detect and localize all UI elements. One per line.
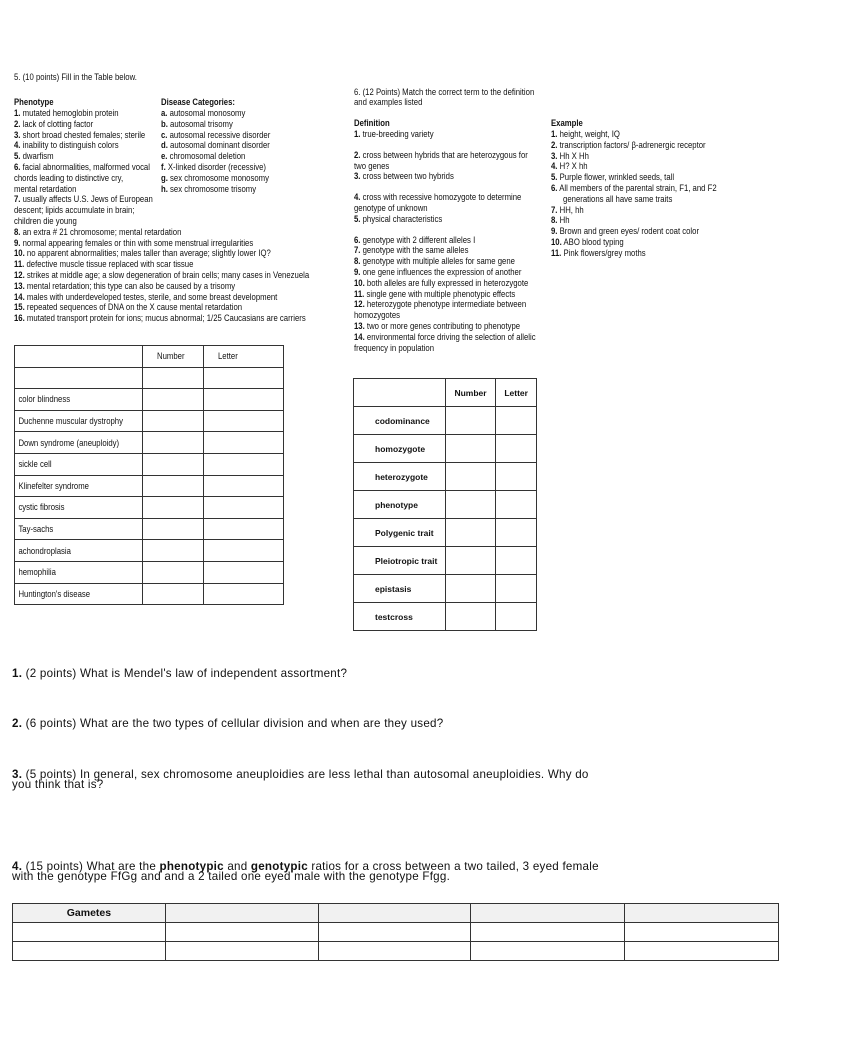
question-2: 2. (6 points) What are the two types of cellular division and when are they used?: [12, 717, 444, 730]
term-row: [354, 575, 537, 603]
term-row: [354, 547, 537, 575]
definition-item: 13. two or more genes contributing to phenotype: [354, 320, 521, 331]
term-number-cell[interactable]: [445, 547, 496, 575]
phenotype-item: 14. males with underdeveloped testes, sterile, and some breast development: [14, 291, 278, 302]
definition-item: 14. environmental force driving the selection of allelic: [354, 331, 536, 342]
example-item: 6. All members of the parental strain, F1, and F2: [551, 182, 717, 193]
term-name: heterozygote: [354, 463, 446, 491]
phenotype-item: 5. dwarfism: [14, 151, 54, 162]
definition-item: 10. both alleles are fully expressed in heterozygote: [354, 277, 529, 288]
phenotype-item: 7. usually affects U.S. Jews of European: [14, 194, 153, 205]
term-letter-cell[interactable]: [496, 491, 537, 519]
q6-heading-line2: and examples listed: [354, 97, 423, 107]
disease-table-header-number: Number: [142, 346, 203, 368]
category-item: e. chromosomal deletion: [161, 151, 246, 162]
term-name: codominance: [354, 407, 446, 435]
disease-number-cell[interactable]: [142, 432, 203, 454]
gametes-row: [13, 942, 779, 961]
disease-number-cell[interactable]: [142, 453, 203, 475]
example-item: 1. height, weight, IQ: [551, 129, 620, 139]
disease-name: achondroplasia: [15, 540, 143, 562]
disease-row: [15, 497, 284, 519]
phenotype-item: 11. defective muscle tissue replaced with scar tissue: [14, 259, 194, 270]
term-table: [353, 378, 537, 631]
disease-row: [15, 583, 284, 605]
disease-number-cell[interactable]: [142, 540, 203, 562]
disease-letter-cell[interactable]: [203, 497, 283, 519]
term-row: [354, 491, 537, 519]
gametes-cell[interactable]: [625, 904, 779, 923]
gametes-cell[interactable]: [318, 942, 471, 961]
disease-name: Huntington's disease: [15, 583, 143, 605]
term-number-cell[interactable]: [445, 603, 496, 631]
definition-header: Definition: [354, 118, 390, 128]
category-item: h. sex chromosome trisomy: [161, 183, 257, 194]
phenotype-item: 3. short broad chested females; sterile: [14, 129, 146, 140]
disease-number-cell[interactable]: [142, 497, 203, 519]
term-letter-cell[interactable]: [496, 575, 537, 603]
term-letter-cell[interactable]: [496, 463, 537, 491]
example-item: 7. HH, hh: [551, 204, 584, 215]
example-item: generations all have same traits: [563, 193, 673, 204]
disease-name: sickle cell: [15, 453, 143, 475]
definition-item: 2. cross between hybrids that are heterozygous for: [354, 149, 528, 160]
term-name: homozygote: [354, 435, 446, 463]
gametes-cell[interactable]: [625, 942, 779, 961]
term-name: phenotype: [354, 491, 446, 519]
term-letter-cell[interactable]: [496, 407, 537, 435]
example-item: 9. Brown and green eyes/ rodent coat color: [551, 226, 700, 237]
definition-item: 6. genotype with 2 different alleles I: [354, 234, 476, 245]
phenotype-item: 12. strikes at middle age; a slow degeneration of brain cells; many cases in Venezuela: [14, 269, 310, 280]
disease-letter-cell[interactable]: [203, 389, 283, 411]
term-letter-cell[interactable]: [496, 435, 537, 463]
disease-name: color blindness: [15, 389, 143, 411]
gametes-header: Gametes: [13, 904, 166, 923]
definition-item: genotype of unknown: [354, 202, 428, 213]
phenotype-item: 1. mutated hemoglobin protein: [14, 108, 119, 118]
term-name: Pleiotropic trait: [354, 547, 446, 575]
gametes-table: [12, 903, 779, 961]
disease-row: [15, 518, 284, 540]
gametes-cell[interactable]: [13, 923, 166, 942]
phenotype-item: 16. mutated transport protein for ions; mucus abnormal; 1/25 Caucasians are carriers: [14, 313, 306, 324]
gametes-cell[interactable]: [13, 942, 166, 961]
definition-item: 1. true-breeding variety: [354, 129, 434, 139]
disease-row: [15, 475, 284, 497]
question-3: 3. (5 points) In general, sex chromosome aneuploidies are less lethal than autosomal aneuploidies. Why do you think that is?: [12, 768, 589, 791]
disease-number-cell[interactable]: [142, 475, 203, 497]
definition-item: 8. genotype with multiple alleles for same gene: [354, 256, 515, 267]
gametes-cell[interactable]: [165, 942, 318, 961]
category-item: g. sex chromosome monosomy: [161, 172, 269, 183]
term-row: [354, 463, 537, 491]
definition-list: [354, 129, 536, 353]
q6-heading-line1: 6. (12 Points) Match the correct term to the definition: [354, 87, 535, 97]
gametes-cell[interactable]: [625, 923, 779, 942]
term-number-cell[interactable]: [445, 435, 496, 463]
disease-row: [15, 389, 284, 411]
definition-item: two genes: [354, 160, 390, 171]
definition-item: homozygotes: [354, 310, 401, 321]
phenotype-header: Phenotype: [14, 97, 54, 107]
disease-row: [15, 540, 284, 562]
disease-letter-cell[interactable]: [203, 583, 283, 605]
term-letter-cell[interactable]: [496, 547, 537, 575]
disease-table: [14, 345, 284, 605]
disease-number-cell[interactable]: [142, 410, 203, 432]
phenotype-item: chords leading to distinctive cry,: [14, 172, 124, 183]
disease-letter-cell[interactable]: [203, 453, 283, 475]
disease-number-cell[interactable]: [142, 583, 203, 605]
term-row: [354, 603, 537, 631]
phenotype-item: mental retardation: [14, 183, 77, 194]
term-table-header-letter: Letter: [496, 379, 537, 407]
disease-letter-cell[interactable]: [203, 561, 283, 583]
gametes-cell[interactable]: [165, 904, 318, 923]
example-item: 10. ABO blood typing: [551, 236, 624, 247]
term-row: [354, 519, 537, 547]
disease-letter-cell[interactable]: [203, 475, 283, 497]
gametes-cell[interactable]: [471, 942, 625, 961]
definition-item: 12. heterozygote phenotype intermediate between: [354, 299, 527, 310]
example-item: 11. Pink flowers/grey moths: [551, 247, 646, 258]
category-item: a. autosomal monosomy: [161, 108, 246, 118]
gametes-cell[interactable]: [165, 923, 318, 942]
gametes-cell[interactable]: [471, 904, 625, 923]
example-item: 2. transcription factors/ β-adrenergic receptor: [551, 139, 706, 150]
category-item: b. autosomal trisomy: [161, 118, 233, 129]
phenotype-item: 13. mental retardation; this type can also be caused by a trisomy: [14, 280, 236, 291]
example-item: 5. Purple flower, wrinkled seeds, tall: [551, 172, 675, 183]
disease-name: Down syndrome (aneuploidy): [15, 432, 143, 454]
disease-table-header-letter: Letter: [203, 346, 283, 368]
phenotype-item: 8. an extra # 21 chromosome; mental retardation: [14, 226, 182, 237]
disease-name: Duchenne muscular dystrophy: [15, 410, 143, 432]
term-letter-cell[interactable]: [496, 519, 537, 547]
disease-name: cystic fibrosis: [15, 497, 143, 519]
disease-name: Tay-sachs: [15, 518, 143, 540]
term-table-header-number: Number: [445, 379, 496, 407]
disease-row: [15, 410, 284, 432]
phenotype-item: children die young: [14, 215, 77, 226]
disease-letter-cell[interactable]: [203, 432, 283, 454]
disease-row: [15, 432, 284, 454]
gametes-cell[interactable]: [471, 923, 625, 942]
term-name: testcross: [354, 603, 446, 631]
example-item: 4. H? X hh: [551, 161, 588, 172]
question-4: 4. (15 points) What are the phenotypic and genotypic ratios for a cross between a two tailed, 3 eyed female with the genotype FfGg and and a 2 tailed one eyed male with the genotype Ffgg.: [12, 860, 599, 883]
term-number-cell[interactable]: [445, 463, 496, 491]
example-list: [551, 129, 717, 259]
term-name: Polygenic trait: [354, 519, 446, 547]
question-1: 1. (2 points) What is Mendel's law of independent assortment?: [12, 667, 348, 680]
term-table-header-blank: [354, 379, 446, 407]
category-list: [161, 108, 270, 194]
definition-item: 3. cross between two hybrids: [354, 171, 454, 182]
example-header: Example: [551, 118, 583, 128]
disease-letter-cell[interactable]: [203, 540, 283, 562]
disease-number-cell[interactable]: [142, 518, 203, 540]
disease-table-header-blank: [15, 346, 143, 368]
disease-name: hemophilia: [15, 561, 143, 583]
term-number-cell[interactable]: [445, 407, 496, 435]
term-name: epistasis: [354, 575, 446, 603]
term-row: [354, 407, 537, 435]
definition-item: 7. genotype with the same alleles: [354, 245, 469, 256]
phenotype-item: 15. repeated sequences of DNA on the X cause mental retardation: [14, 302, 243, 313]
phenotype-item: 4. inability to distinguish colors: [14, 140, 119, 151]
category-item: d. autosomal dominant disorder: [161, 140, 270, 151]
definition-item: 5. physical characteristics: [354, 213, 443, 224]
q5-heading: 5. (10 points) Fill in the Table below.: [14, 72, 137, 82]
term-row: [354, 435, 537, 463]
definition-item: 11. single gene with multiple phenotypic effects: [354, 288, 516, 299]
term-letter-cell[interactable]: [496, 603, 537, 631]
phenotype-item: 2. lack of clotting factor: [14, 118, 94, 129]
disease-number-cell[interactable]: [142, 561, 203, 583]
disease-row: [15, 561, 284, 583]
disease-letter-cell[interactable]: [203, 518, 283, 540]
example-item: 8. Hh: [551, 215, 570, 226]
definition-item: 4. cross with recessive homozygote to determine: [354, 192, 522, 203]
phenotype-item: 9. normal appearing females or thin with some menstrual irregularities: [14, 237, 254, 248]
definition-item: frequency in population: [354, 342, 435, 353]
phenotype-item: descent; lipids accumulate in brain;: [14, 205, 135, 216]
term-number-cell[interactable]: [445, 575, 496, 603]
category-item: f. X-linked disorder (recessive): [161, 161, 266, 172]
disease-row: [15, 453, 284, 475]
disease-number-cell[interactable]: [142, 389, 203, 411]
gametes-row: [13, 923, 779, 942]
disease-name: Klinefelter syndrome: [15, 475, 143, 497]
categories-header: Disease Categories:: [161, 97, 236, 107]
definition-item: 9. one gene influences the expression of another: [354, 266, 522, 277]
term-number-cell[interactable]: [445, 519, 496, 547]
gametes-cell[interactable]: [318, 923, 471, 942]
term-number-cell[interactable]: [445, 491, 496, 519]
gametes-row: [13, 904, 779, 923]
gametes-cell[interactable]: [318, 904, 471, 923]
category-item: c. autosomal recessive disorder: [161, 129, 271, 140]
disease-letter-cell[interactable]: [203, 410, 283, 432]
example-item: 3. Hh X Hh: [551, 150, 589, 161]
phenotype-item: 6. facial abnormalities, malformed vocal: [14, 161, 150, 172]
phenotype-item: 10. no apparent abnormalities; males taller than average; slightly lower IQ?: [14, 248, 271, 259]
